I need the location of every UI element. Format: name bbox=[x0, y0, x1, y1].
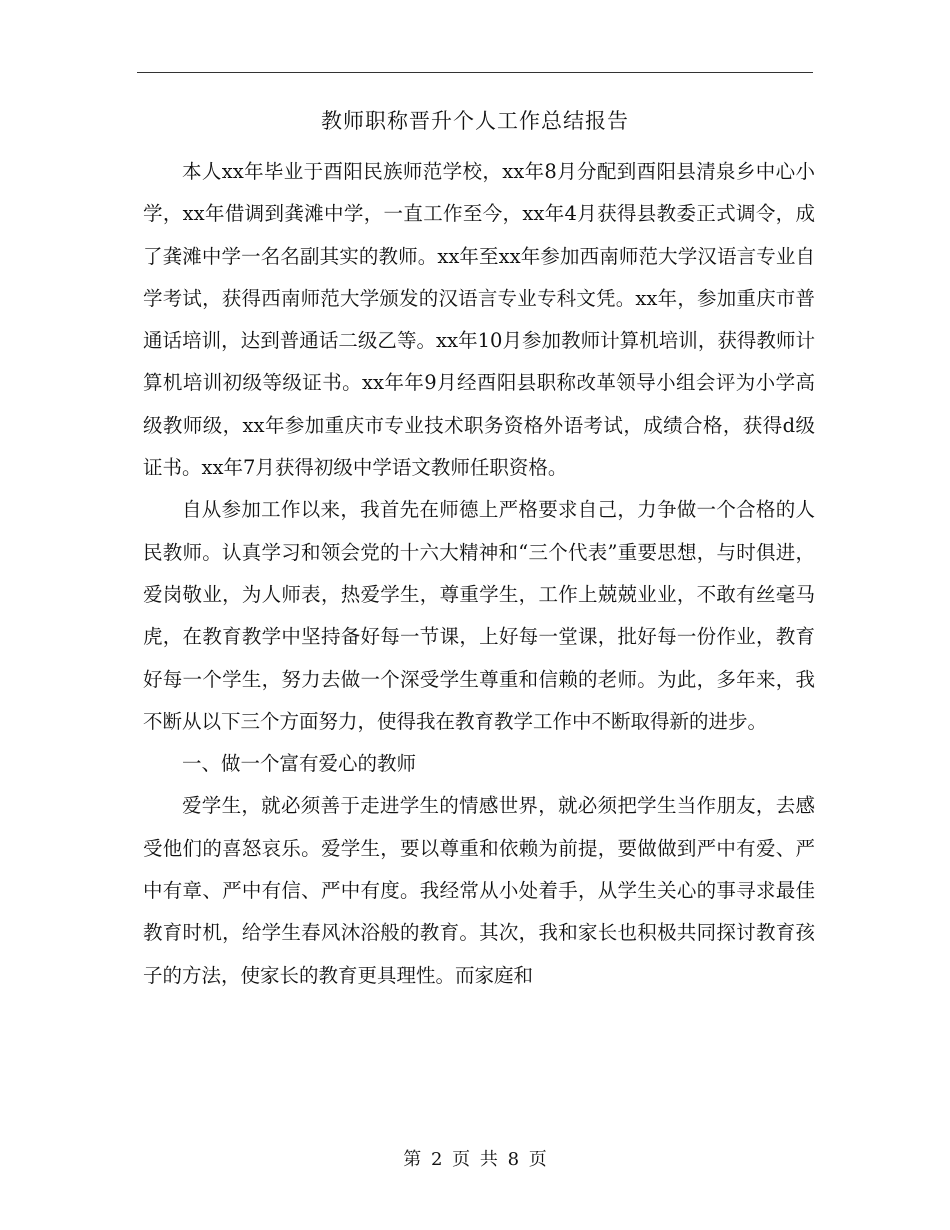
header-rule bbox=[137, 72, 813, 73]
document-body bbox=[143, 151, 815, 997]
document-title: 教师职称晋升个人工作总结报告 bbox=[321, 109, 629, 133]
paragraph-1: 本人xx年毕业于酉阳民族师范学校，xx年8月分配到酉阳县清泉乡中心小学，xx年借调到龚滩中学，一直工作至今，xx年4月获得县教委正式调令，成了龚滩中学一名名副其实的教师。xx年至xx年参加西南师范大学汉语言专业自学考试，获得西南师范大学颁发的汉语言专业专科文凭。xx年，参加重庆市普通话培训，达到普通话二级乙等。xx年10月参加教师计算机培训，获得教师计算机培训初级等级证书。xx年年9月经酉阳县职称改革领导小组会评为小学高级教师级，xx年参加重庆市专业技术职务资格外语考试，成绩合格，获得d级证书。xx年7月获得初级中学语文教师任职资格。 bbox=[143, 160, 815, 480]
section-heading: 一、做一个富有爱心的教师 bbox=[182, 752, 417, 776]
page-number: 第 2 页 共 8 页 bbox=[403, 1149, 547, 1170]
paragraph-2: 自从参加工作以来，我首先在师德上严格要求自己，力争做一个合格的人民教师。认真学习和领会党的十六大精神和“三个代表”重要思想，与时俱进，爱岗敬业，为人师表，热爱学生，尊重学生，工作上兢兢业业，不敢有丝毫马虎，在教育教学中坚持备好每一节课，上好每一堂课，批好每一份作业，教育好每一个学生，努力去做一个深受学生尊重和信赖的老师。为此，多年来，我不断从以下三个方面努力，使得我在教育教学工作中不断取得新的进步。 bbox=[143, 498, 815, 733]
paragraph-3: 爱学生，就必须善于走进学生的情感世界，就必须把学生当作朋友，去感受他们的喜怒哀乐。爱学生，要以尊重和依赖为前提，要做做到严中有爱、严中有章、严中有信、严中有度。我经常从小处着手，从学生关心的事寻求最佳教育时机，给学生春风沐浴般的教育。其次，我和家长也积极共同探讨教育孩子的方法，使家长的教育更具理性。而家庭和 bbox=[143, 794, 815, 987]
